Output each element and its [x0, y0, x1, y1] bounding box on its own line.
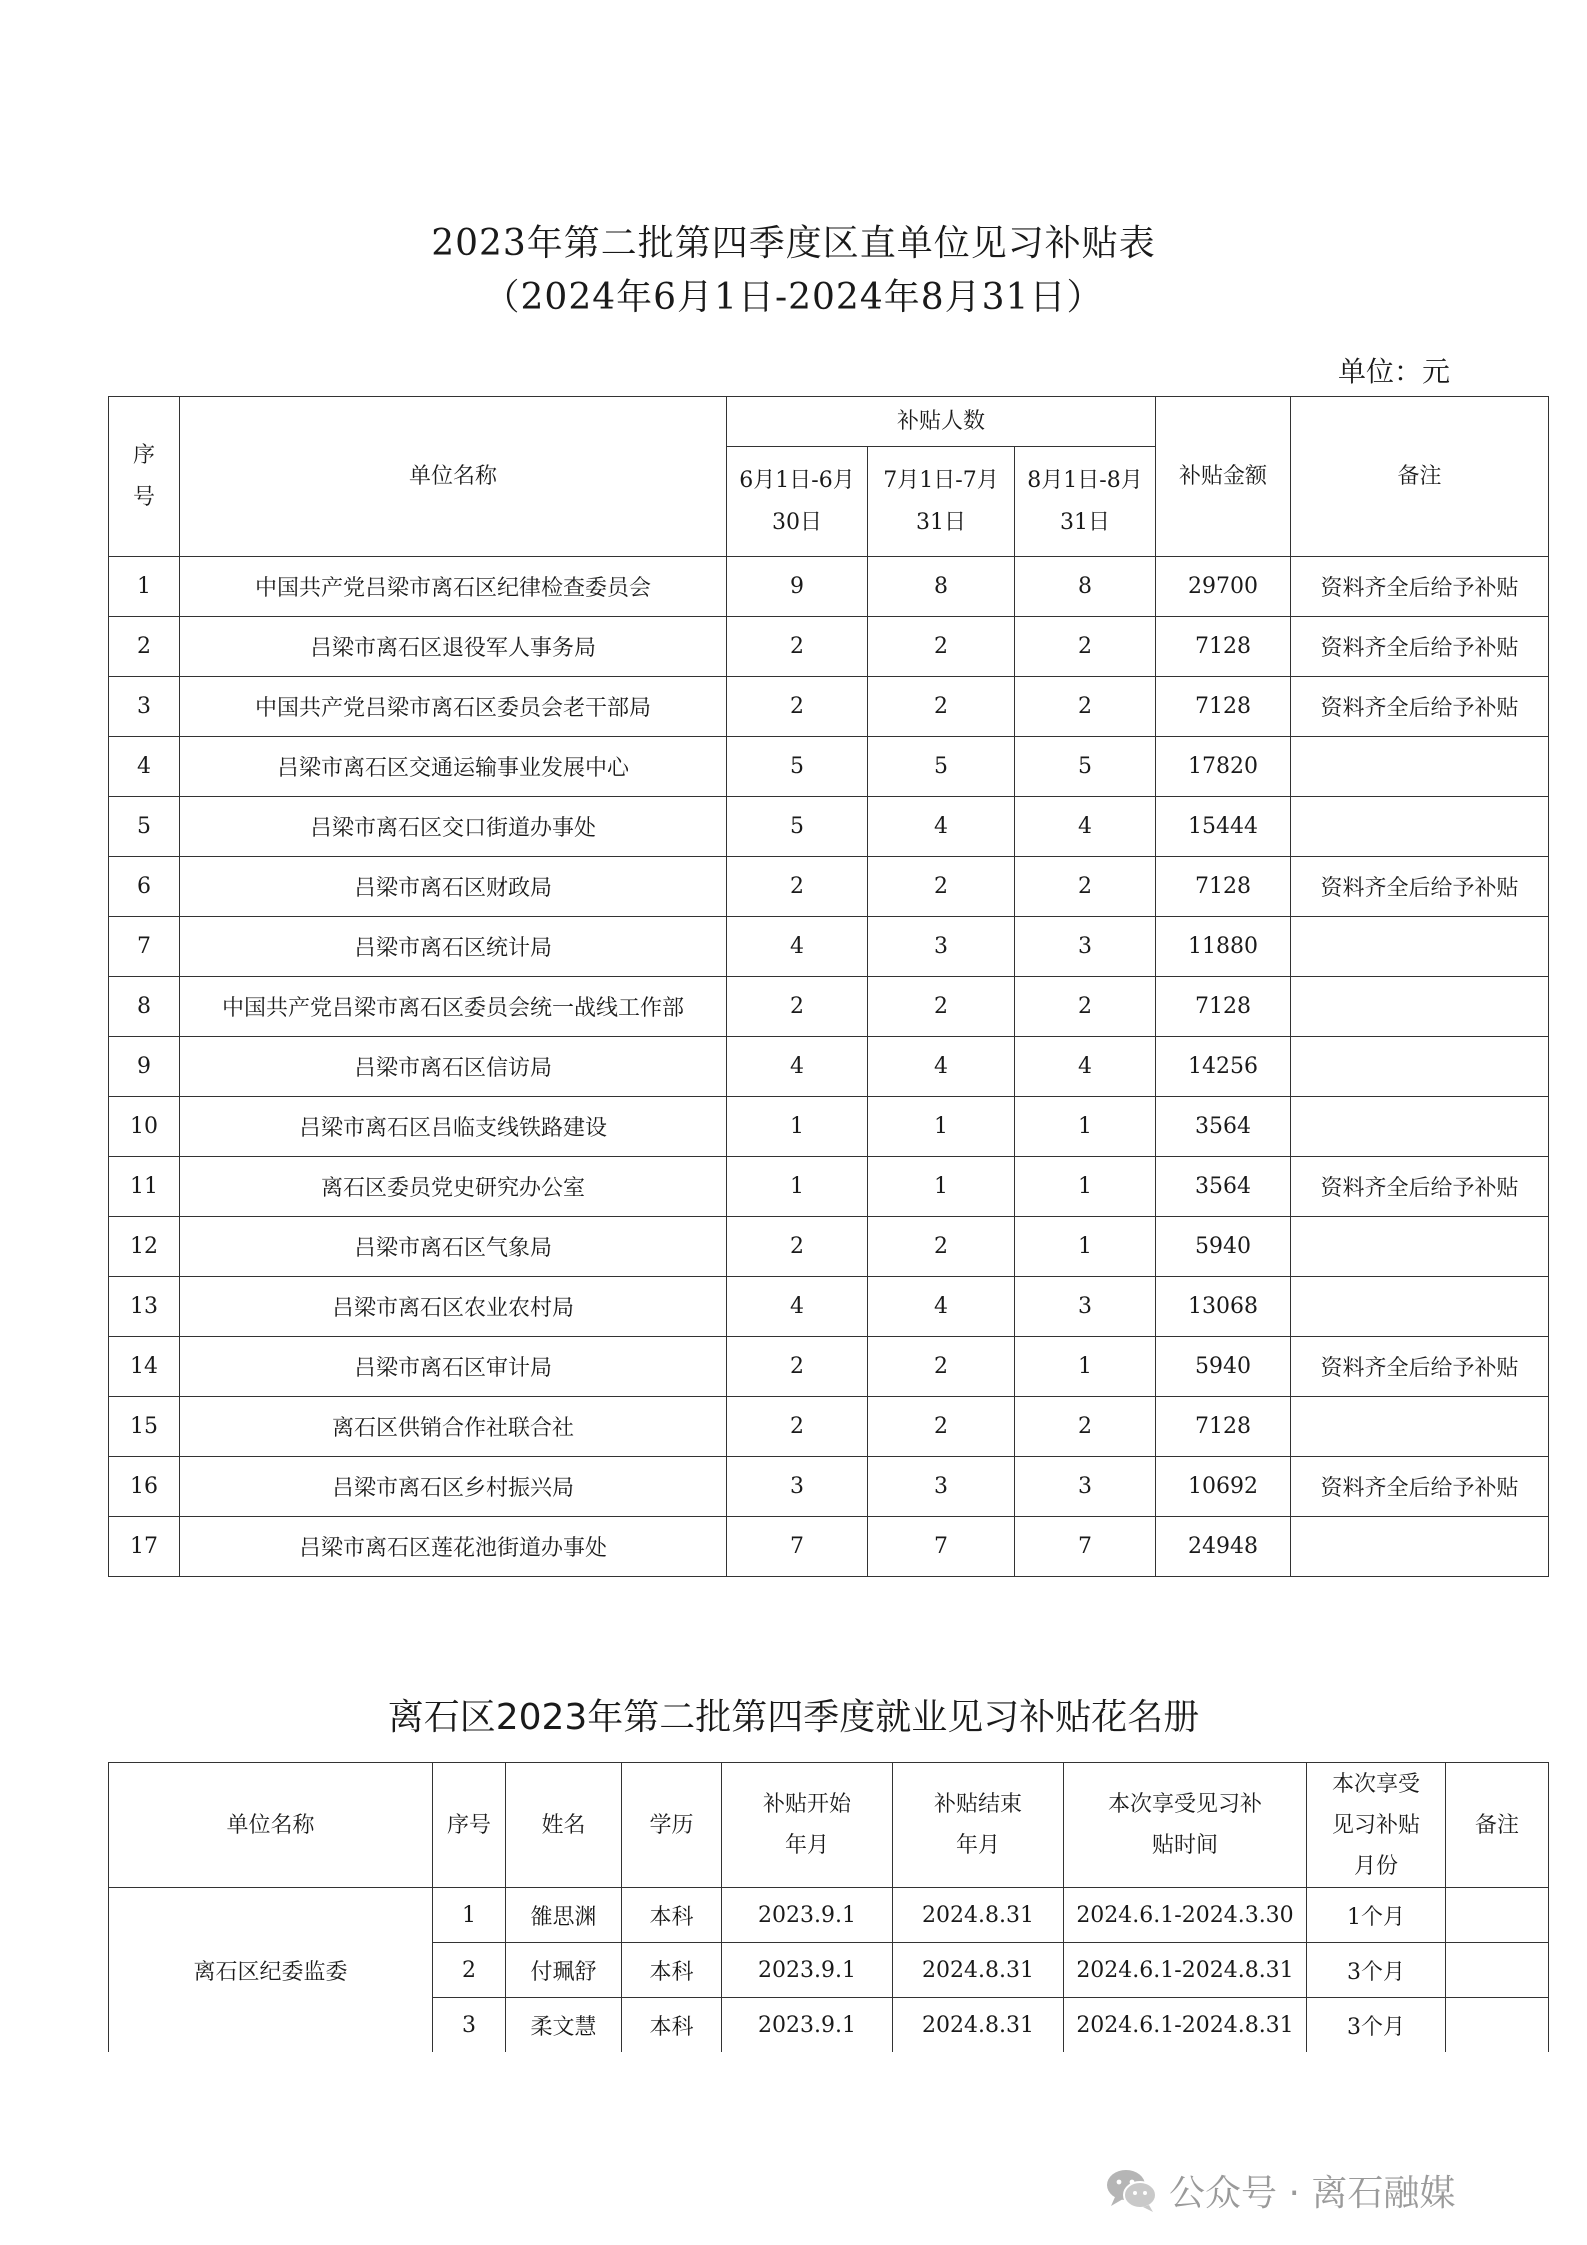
cell-m6: 2	[727, 1337, 868, 1397]
roster-header-months: 本次享受见习补贴月份	[1307, 1763, 1446, 1888]
header-june: 6月1日-6月30日	[727, 447, 868, 557]
cell-seq: 4	[109, 737, 180, 797]
cell-m6: 2	[727, 677, 868, 737]
cell-m8: 4	[1015, 1037, 1156, 1097]
cell-m7: 7	[868, 1517, 1015, 1577]
cell-m8: 3	[1015, 917, 1156, 977]
cell-seq: 15	[109, 1397, 180, 1457]
cell-seq: 6	[109, 857, 180, 917]
cell-m6: 1	[727, 1157, 868, 1217]
cell-org: 吕梁市离石区莲花池街道办事处	[180, 1517, 727, 1577]
cell-amount: 11880	[1156, 917, 1291, 977]
cell-remark	[1291, 1037, 1549, 1097]
cell-seq: 3	[109, 677, 180, 737]
cell-seq: 12	[109, 1217, 180, 1277]
cell-seq: 5	[109, 797, 180, 857]
cell-m7: 4	[868, 1277, 1015, 1337]
cell-m8: 3	[1015, 1277, 1156, 1337]
table-row	[109, 1217, 1549, 1277]
cell-remark	[1291, 1277, 1549, 1337]
roster-header-remark: 备注	[1446, 1763, 1549, 1888]
cell-seq: 7	[109, 917, 180, 977]
cell-amount: 3564	[1156, 1157, 1291, 1217]
cell-m8: 2	[1015, 617, 1156, 677]
table-row	[109, 737, 1549, 797]
cell-m7: 2	[868, 617, 1015, 677]
cell-m7: 2	[868, 1397, 1015, 1457]
table-row	[109, 557, 1549, 617]
cell-m7: 1	[868, 1157, 1015, 1217]
header-remark: 备注	[1291, 397, 1549, 557]
cell-remark	[1291, 737, 1549, 797]
roster-cell-period: 2024.6.1-2024.8.31	[1064, 1943, 1307, 1998]
cell-seq: 8	[109, 977, 180, 1037]
table-row	[109, 1457, 1549, 1517]
roster-table	[108, 1762, 1549, 2052]
cell-amount: 17820	[1156, 737, 1291, 797]
roster-cell-end: 2024.8.31	[893, 1888, 1064, 1943]
cell-m7: 4	[868, 797, 1015, 857]
cell-m7: 5	[868, 737, 1015, 797]
cell-amount: 7128	[1156, 617, 1291, 677]
roster-cell-name: 柔文慧	[506, 1998, 622, 2053]
roster-header-name: 姓名	[506, 1763, 622, 1888]
cell-amount: 24948	[1156, 1517, 1291, 1577]
roster-cell-org: 离石区纪委监委	[109, 1888, 433, 2053]
cell-remark	[1291, 917, 1549, 977]
roster-cell-name: 付珮舒	[506, 1943, 622, 1998]
cell-m8: 4	[1015, 797, 1156, 857]
roster-header-period: 本次享受见习补贴时间	[1064, 1763, 1307, 1888]
table-row	[109, 1037, 1549, 1097]
watermark	[1105, 2160, 1455, 2220]
roster-cell-name: 雒思渊	[506, 1888, 622, 1943]
roster-header-end: 补贴结束年月	[893, 1763, 1064, 1888]
table-row	[109, 797, 1549, 857]
cell-remark	[1291, 1097, 1549, 1157]
cell-org: 中国共产党吕梁市离石区委员会老干部局	[180, 677, 727, 737]
cell-remark	[1291, 1217, 1549, 1277]
table-row	[109, 677, 1549, 737]
cell-seq: 14	[109, 1337, 180, 1397]
cell-remark	[1291, 797, 1549, 857]
roster-cell-remark	[1446, 1998, 1549, 2053]
cell-m8: 2	[1015, 677, 1156, 737]
cell-remark: 资料齐全后给予补贴	[1291, 1457, 1549, 1517]
cell-amount: 7128	[1156, 857, 1291, 917]
wechat-icon	[1105, 2167, 1159, 2213]
cell-org: 吕梁市离石区统计局	[180, 917, 727, 977]
roster-cell-start: 2023.9.1	[722, 1888, 893, 1943]
cell-org: 中国共产党吕梁市离石区纪律检查委员会	[180, 557, 727, 617]
header-seq: 序号	[109, 397, 180, 557]
header-amount: 补贴金额	[1156, 397, 1291, 557]
cell-m6: 7	[727, 1517, 868, 1577]
table-row	[109, 1517, 1549, 1577]
cell-m8: 1	[1015, 1097, 1156, 1157]
cell-m8: 1	[1015, 1217, 1156, 1277]
cell-remark: 资料齐全后给予补贴	[1291, 1337, 1549, 1397]
cell-m7: 1	[868, 1097, 1015, 1157]
cell-m6: 2	[727, 977, 868, 1037]
cell-m6: 9	[727, 557, 868, 617]
cell-org: 吕梁市离石区交口街道办事处	[180, 797, 727, 857]
cell-amount: 7128	[1156, 677, 1291, 737]
cell-seq: 11	[109, 1157, 180, 1217]
cell-m7: 2	[868, 857, 1015, 917]
cell-org: 离石区供销合作社联合社	[180, 1397, 727, 1457]
cell-m6: 1	[727, 1097, 868, 1157]
cell-seq: 2	[109, 617, 180, 677]
header-august: 8月1日-8月31日	[1015, 447, 1156, 557]
table-row	[109, 1277, 1549, 1337]
cell-m7: 2	[868, 1217, 1015, 1277]
cell-m6: 4	[727, 1037, 868, 1097]
cell-m6: 2	[727, 1397, 868, 1457]
page-subtitle: （2024年6月1日-2024年8月31日）	[483, 277, 1104, 318]
table-row	[109, 1337, 1549, 1397]
cell-amount: 14256	[1156, 1037, 1291, 1097]
cell-amount: 3564	[1156, 1097, 1291, 1157]
cell-org: 吕梁市离石区审计局	[180, 1337, 727, 1397]
cell-seq: 17	[109, 1517, 180, 1577]
cell-remark: 资料齐全后给予补贴	[1291, 677, 1549, 737]
cell-m8: 1	[1015, 1157, 1156, 1217]
cell-seq: 10	[109, 1097, 180, 1157]
cell-amount: 5940	[1156, 1217, 1291, 1277]
cell-m7: 3	[868, 917, 1015, 977]
unit-label: 单位：元	[1338, 355, 1451, 388]
cell-m8: 5	[1015, 737, 1156, 797]
cell-m7: 2	[868, 1337, 1015, 1397]
cell-remark: 资料齐全后给予补贴	[1291, 1157, 1549, 1217]
roster-cell-edu: 本科	[622, 1943, 722, 1998]
roster-cell-months: 3个月	[1307, 1998, 1446, 2053]
cell-seq: 13	[109, 1277, 180, 1337]
cell-m8: 2	[1015, 977, 1156, 1037]
watermark-text: 公众号 · 离石融媒	[1169, 2172, 1456, 2214]
roster-header-org: 单位名称	[109, 1763, 433, 1888]
roster-header-edu: 学历	[622, 1763, 722, 1888]
cell-remark: 资料齐全后给予补贴	[1291, 857, 1549, 917]
cell-seq: 9	[109, 1037, 180, 1097]
roster-header-start: 补贴开始年月	[722, 1763, 893, 1888]
roster-cell-seq: 2	[433, 1943, 506, 1998]
cell-m7: 8	[868, 557, 1015, 617]
cell-amount: 13068	[1156, 1277, 1291, 1337]
cell-org: 吕梁市离石区气象局	[180, 1217, 727, 1277]
table-row	[109, 617, 1549, 677]
table-row	[109, 977, 1549, 1037]
cell-m6: 5	[727, 797, 868, 857]
cell-org: 吕梁市离石区信访局	[180, 1037, 727, 1097]
cell-m8: 8	[1015, 557, 1156, 617]
cell-remark	[1291, 1517, 1549, 1577]
table-row	[109, 917, 1549, 977]
cell-m8: 3	[1015, 1457, 1156, 1517]
roster-cell-months: 3个月	[1307, 1943, 1446, 1998]
cell-org: 吕梁市离石区农业农村局	[180, 1277, 727, 1337]
header-org: 单位名称	[180, 397, 727, 557]
page-title: 2023年第二批第四季度区直单位见习补贴表	[431, 223, 1156, 264]
roster-cell-start: 2023.9.1	[722, 1998, 893, 2053]
cell-m7: 2	[868, 977, 1015, 1037]
cell-amount: 7128	[1156, 977, 1291, 1037]
cell-amount: 29700	[1156, 557, 1291, 617]
cell-amount: 10692	[1156, 1457, 1291, 1517]
roster-cell-end: 2024.8.31	[893, 1998, 1064, 2053]
roster-cell-seq: 3	[433, 1998, 506, 2053]
roster-cell-period: 2024.6.1-2024.3.30	[1064, 1888, 1307, 1943]
table-row	[109, 1097, 1549, 1157]
cell-org: 吕梁市离石区退役军人事务局	[180, 617, 727, 677]
roster-cell-remark	[1446, 1888, 1549, 1943]
cell-remark: 资料齐全后给予补贴	[1291, 617, 1549, 677]
cell-remark	[1291, 977, 1549, 1037]
cell-org: 中国共产党吕梁市离石区委员会统一战线工作部	[180, 977, 727, 1037]
subsidy-table	[108, 396, 1549, 1577]
cell-org: 离石区委员党史研究办公室	[180, 1157, 727, 1217]
table-row	[109, 1397, 1549, 1457]
cell-m6: 4	[727, 917, 868, 977]
roster-cell-start: 2023.9.1	[722, 1943, 893, 1998]
roster-cell-end: 2024.8.31	[893, 1943, 1064, 1998]
cell-remark: 资料齐全后给予补贴	[1291, 557, 1549, 617]
roster-cell-period: 2024.6.1-2024.8.31	[1064, 1998, 1307, 2053]
roster-row	[109, 1888, 1549, 1943]
header-count-group: 补贴人数	[727, 397, 1156, 447]
cell-m6: 2	[727, 617, 868, 677]
cell-org: 吕梁市离石区财政局	[180, 857, 727, 917]
table-row	[109, 857, 1549, 917]
cell-m8: 7	[1015, 1517, 1156, 1577]
cell-m8: 2	[1015, 1397, 1156, 1457]
cell-m8: 1	[1015, 1337, 1156, 1397]
cell-m7: 3	[868, 1457, 1015, 1517]
cell-m8: 2	[1015, 857, 1156, 917]
cell-m6: 5	[727, 737, 868, 797]
cell-org: 吕梁市离石区交通运输事业发展中心	[180, 737, 727, 797]
cell-amount: 7128	[1156, 1397, 1291, 1457]
cell-m6: 2	[727, 857, 868, 917]
cell-remark	[1291, 1397, 1549, 1457]
header-july: 7月1日-7月31日	[868, 447, 1015, 557]
roster-cell-edu: 本科	[622, 1888, 722, 1943]
roster-cell-months: 1个月	[1307, 1888, 1446, 1943]
roster-title: 离石区2023年第二批第四季度就业见习补贴花名册	[387, 1697, 1200, 1738]
cell-seq: 1	[109, 557, 180, 617]
cell-amount: 5940	[1156, 1337, 1291, 1397]
cell-seq: 16	[109, 1457, 180, 1517]
table-row	[109, 1157, 1549, 1217]
roster-cell-seq: 1	[433, 1888, 506, 1943]
cell-org: 吕梁市离石区乡村振兴局	[180, 1457, 727, 1517]
cell-m7: 2	[868, 677, 1015, 737]
cell-m6: 3	[727, 1457, 868, 1517]
cell-org: 吕梁市离石区吕临支线铁路建设	[180, 1097, 727, 1157]
cell-amount: 15444	[1156, 797, 1291, 857]
roster-cell-remark	[1446, 1943, 1549, 1998]
roster-header-seq: 序号	[433, 1763, 506, 1888]
cell-m6: 2	[727, 1217, 868, 1277]
cell-m7: 4	[868, 1037, 1015, 1097]
cell-m6: 4	[727, 1277, 868, 1337]
roster-cell-edu: 本科	[622, 1998, 722, 2053]
